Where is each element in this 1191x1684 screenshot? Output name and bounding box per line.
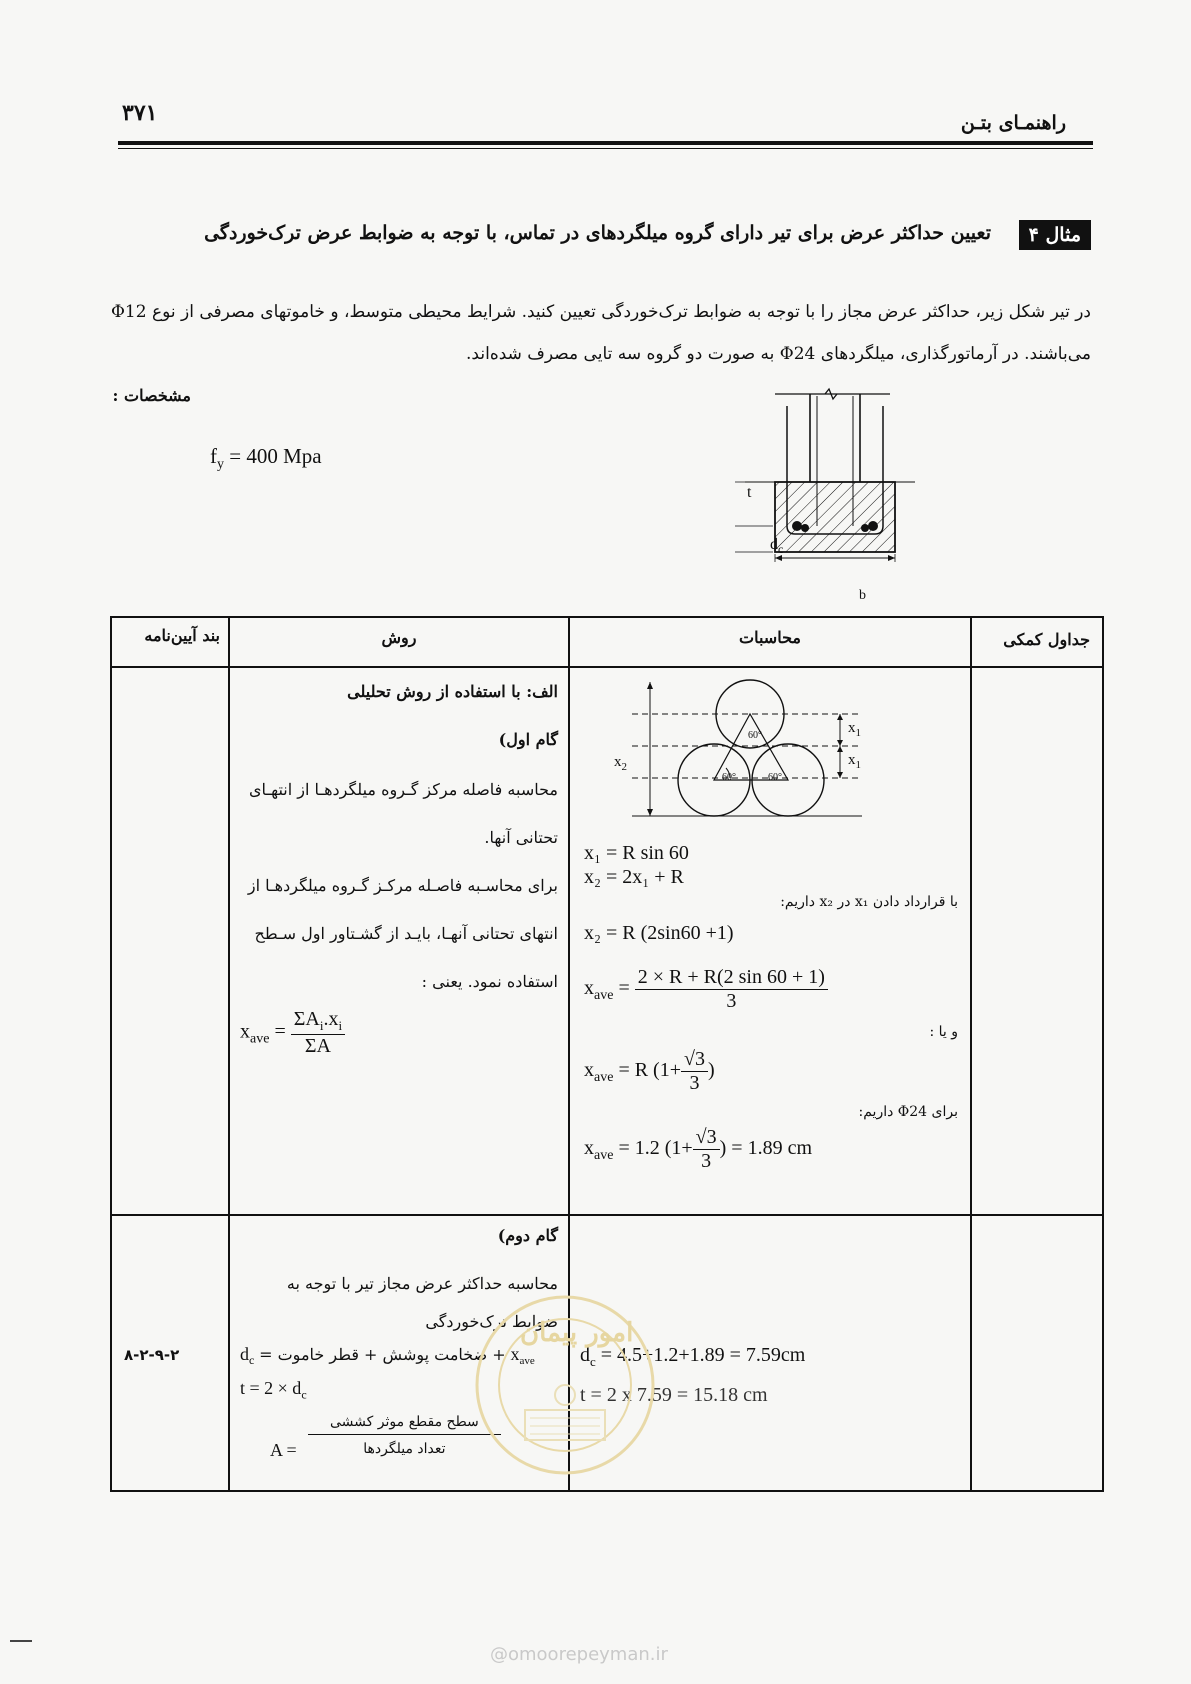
step-2-label: گام دوم)	[497, 1226, 558, 1245]
header-rule	[118, 141, 1093, 145]
dc-formula: $d_c$ = ضخامت پوشش + قطر خاموت + $x_{ave}$	[240, 1344, 535, 1367]
header-calc: محاسبات	[569, 617, 971, 667]
watermark-url: @omoorepeyman.ir	[490, 1644, 668, 1665]
row1-calc	[569, 667, 971, 1215]
row1-method	[229, 667, 569, 1215]
xave-expansion: $x_{ave}$ = $\frac{2 \times R + R(2 \sin 60 + 1)}{3}$	[584, 966, 828, 1013]
method-text: انتهای تحتانی آنهـا، بایـد از گشـتاور اول سـطح	[254, 924, 558, 943]
fig-x2-label: $x_2$	[614, 754, 627, 773]
beam-section-figure	[735, 386, 945, 598]
intro-line-2: می‌باشند. در آرماتورگذاری، میلگردهای Φ24 به صورت دو گروه سه تایی مصرف شده‌اند.	[466, 344, 1091, 364]
row1-aux	[971, 667, 1103, 1215]
xave-result: $x_{ave} = 1.2$ (1+ $\frac{√3}{3}$ ) = 1.89 cm	[584, 1126, 813, 1172]
method-text: استفاده نمود. یعنی :	[421, 972, 558, 991]
step-1-label: گام اول)	[498, 730, 558, 749]
area-fraction: $\frac{\text{سطح مقطع موثر کششی}}{\text{تعداد میلگردها}}$	[308, 1414, 501, 1457]
intro-line-1: در تیر شکل زیر، حداکثر عرض مجاز را با توجه به ضوابط ترک‌خوردگی تعیین کنید. شرایط محیطی متوسط، و خاموتهای مصرفی از نوع Φ12	[111, 302, 1091, 322]
method-text: محاسبه حداکثر عرض مجاز تیر با توجه به	[286, 1274, 558, 1293]
header-aux: جداول کمکی	[971, 617, 1103, 667]
calc-line: x₂ = 2x₁ + R	[584, 866, 684, 888]
b-label: b	[859, 588, 866, 603]
seal-text: امور پیمان	[520, 1318, 634, 1348]
page-number: ۳۷۱	[122, 100, 158, 126]
calc-note: با قرارداد دادن x₁ در x₂ داریم:	[780, 894, 958, 910]
header-method: روش	[229, 617, 569, 667]
xave-simplified: $x_{ave} = R$ (1+ $\frac{√3}{3}$ )	[584, 1048, 715, 1094]
page-mark	[10, 1640, 32, 1642]
fig-angle-right: 60°	[768, 772, 782, 783]
method-text: تحتانی آنها.	[484, 828, 558, 847]
calc-note: برای Φ24 داریم:	[858, 1104, 958, 1120]
t-label: t	[747, 484, 752, 501]
example-badge: مثال ۴	[1019, 220, 1091, 250]
fig-angle-left: 60°	[722, 772, 736, 783]
specs-label: مشخصات :	[112, 386, 191, 405]
fy-spec: $f_y = 400$ Mpa	[210, 444, 322, 473]
header-clause: بند آیین‌نامه	[111, 617, 229, 667]
header-rule-thin	[118, 148, 1093, 149]
bar-group-figure	[592, 676, 892, 826]
t-result: t = 2 x 7.59 = 15.18 cm	[580, 1384, 768, 1406]
calc-line: x₂ = R (2sin60 +1)	[584, 922, 734, 944]
row1-clause	[111, 667, 229, 1215]
method-heading: الف: با استفاده از روش تحلیلی	[347, 682, 558, 701]
method-text: ضوابط ترک‌خوردگی	[425, 1312, 558, 1331]
calc-line: x₁ = R sin 60	[584, 842, 689, 864]
method-text: برای محاسـبه فاصـله مرکـز گـروه میلگردهـا از	[247, 876, 558, 895]
clause-number: ۸-۲-۹-۲	[124, 1346, 180, 1364]
fig-angle-top: 60°	[748, 730, 762, 741]
example-title: تعیین حداکثر عرض برای تیر دارای گروه میلگردهای در تماس، با توجه به ضوابط عرض ترک‌خوردگی	[204, 222, 991, 244]
running-title: راهنمـای بتـن	[960, 112, 1066, 134]
t-formula: $t = 2 \times d_c$	[240, 1378, 307, 1402]
row2-clause	[111, 1215, 229, 1491]
method-text: محاسبه فاصله مرکز گـروه میلگردهـا از انتهـای	[248, 780, 558, 799]
calc-note: و یا :	[929, 1024, 958, 1040]
dc-result: $d_c = 4.5+1.2+1.89 = 7.59cm$	[580, 1344, 806, 1369]
fig-x1-label-bottom: $x_1$	[848, 752, 861, 771]
xave-formula: $x_{ave}$ = $\frac{\Sigma A_i.x_i}{\Sigma A}$	[240, 1008, 345, 1058]
fig-x1-label-top: $x_1$	[848, 720, 861, 739]
area-formula-lhs: A =	[270, 1440, 297, 1460]
row2-aux	[971, 1215, 1103, 1491]
dc-label: $d_c$	[770, 536, 784, 557]
